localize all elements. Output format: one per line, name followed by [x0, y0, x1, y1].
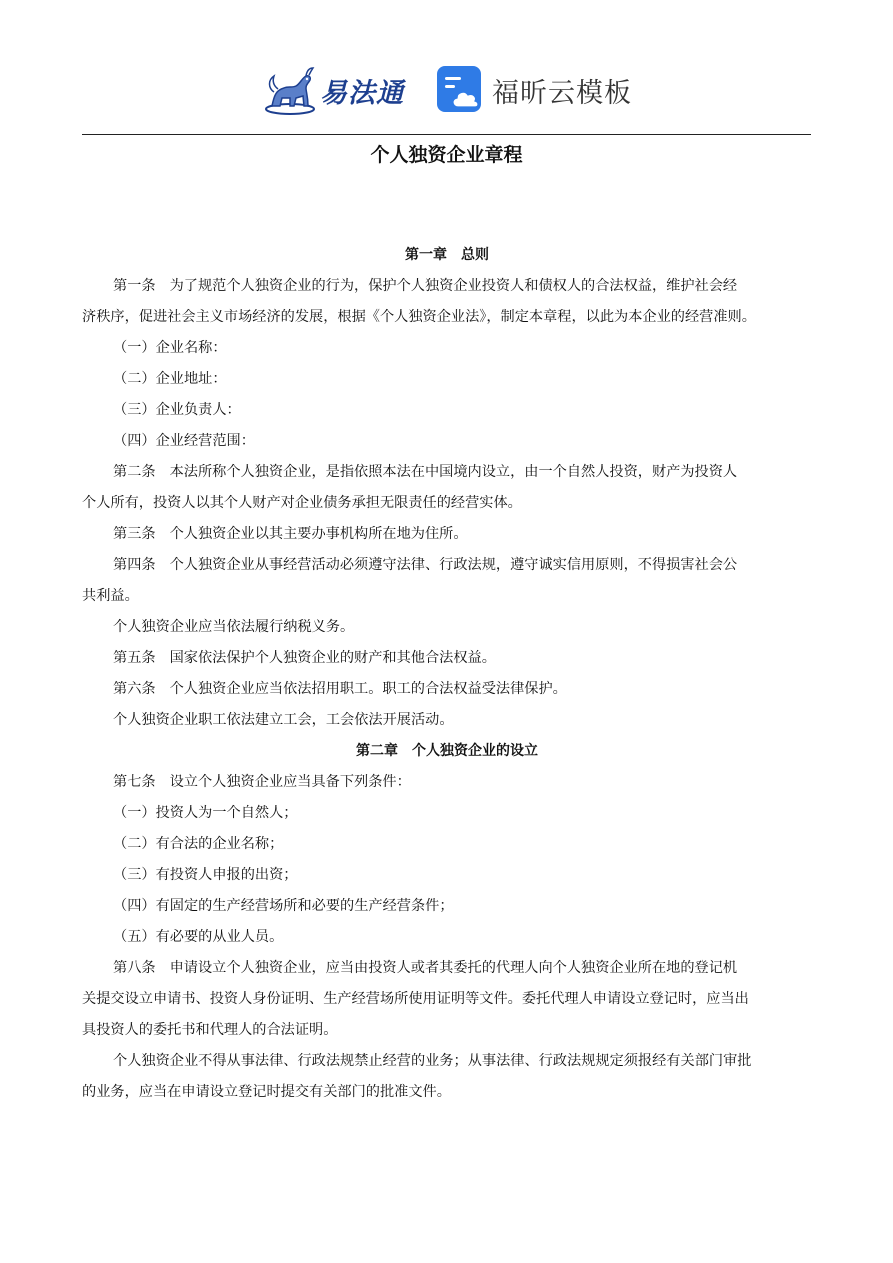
- article-number: 第七条: [113, 774, 156, 790]
- chapter-heading: [82, 736, 812, 767]
- article-line: [82, 519, 812, 550]
- page-header: [0, 58, 893, 124]
- article-number: 第五条: [113, 650, 156, 666]
- chapter-title: 个人独资企业的设立: [412, 743, 538, 759]
- article-text: 个人独资企业从事经营活动必须遵守法律、行政法规，遵守诚实信用原则，不得损害社会公: [169, 557, 738, 573]
- brand-right-name: 福昕云模板: [492, 77, 632, 109]
- chapter-number: 第二章: [356, 743, 398, 759]
- article-line: 济秩序，促进社会主义市场经济的发展，根据《个人独资企业法》，制定本章程，以此为本企业的经营准则。: [82, 309, 756, 325]
- list-item: （二）企业地址：: [113, 371, 227, 387]
- article-text: 个人独资企业应当依法招用职工。职工的合法权益受法律保护。: [169, 681, 567, 697]
- list-item: （五）有必要的从业人员。: [113, 929, 284, 945]
- article-line: 具投资人的委托书和代理人的合法证明。: [82, 1022, 338, 1038]
- list-item: （四）有固定的生产经营场所和必要的生产经营条件；: [113, 898, 454, 914]
- list-item: （三）有投资人申报的出资；: [113, 867, 298, 883]
- article-text: 个人独资企业以其主要办事机构所在地为住所。: [169, 526, 468, 542]
- brand-left-name: 易法通: [320, 77, 404, 109]
- paragraph: 个人独资企业不得从事法律、行政法规禁止经营的业务；从事法律、行政法规规定须报经有关部门审批: [113, 1053, 752, 1069]
- article-line: [82, 674, 812, 705]
- fuxin-yunmoban-logo: [436, 64, 632, 116]
- list-item: （二）有合法的企业名称；: [113, 836, 284, 852]
- chapter-number: 第一章: [405, 247, 447, 263]
- article-number: 第一条: [113, 278, 156, 294]
- article-text: 申请设立个人独资企业，应当由投资人或者其委托的代理人向个人独资企业所在地的登记机: [169, 960, 738, 976]
- cloud-document-icon: [436, 65, 484, 115]
- article-number: 第四条: [113, 557, 156, 573]
- article-line: 关提交设立申请书、投资人身份证明、生产经营场所使用证明等文件。委托代理人申请设立登记时，应当出: [82, 991, 749, 1007]
- document-body: [82, 240, 812, 1108]
- paragraph: 个人独资企业应当依法履行纳税义务。: [113, 619, 355, 635]
- list-item: （一）企业名称：: [113, 340, 227, 356]
- article-number: 第六条: [113, 681, 156, 697]
- article-line: 个人所有，投资人以其个人财产对企业债务承担无限责任的经营实体。: [82, 495, 522, 511]
- paragraph: 的业务，应当在申请设立登记时提交有关部门的批准文件。: [82, 1084, 451, 1100]
- article-number: 第二条: [113, 464, 156, 480]
- article-text: 国家依法保护个人独资企业的财产和其他合法权益。: [169, 650, 496, 666]
- article-line: [82, 271, 812, 302]
- article-line: [82, 457, 812, 488]
- article-text: 本法所称个人独资企业，是指依照本法在中国境内设立，由一个自然人投资，财产为投资人: [169, 464, 738, 480]
- article-line: 共利益。: [82, 588, 139, 604]
- chapter-heading: [82, 240, 812, 271]
- list-item: （一）投资人为一个自然人；: [113, 805, 298, 821]
- yifatong-logo: [262, 60, 404, 120]
- article-text: 为了规范个人独资企业的行为，保护个人独资企业投资人和债权人的合法权益，维护社会经: [169, 278, 738, 294]
- article-number: 第八条: [113, 960, 156, 976]
- article-line: [82, 767, 812, 798]
- header-divider: [82, 134, 811, 135]
- list-item: （三）企业负责人：: [113, 402, 241, 418]
- document-title: 个人独资企业章程: [370, 144, 523, 166]
- article-line: [82, 643, 812, 674]
- article-line: [82, 953, 812, 984]
- qilin-emblem-icon: [262, 62, 318, 118]
- article-number: 第三条: [113, 526, 156, 542]
- article-text: 设立个人独资企业应当具备下列条件：: [169, 774, 411, 790]
- chapter-title: 总则: [461, 247, 489, 263]
- article-line: [82, 550, 812, 581]
- list-item: （四）企业经营范围：: [113, 433, 255, 449]
- paragraph: 个人独资企业职工依法建立工会，工会依法开展活动。: [113, 712, 454, 728]
